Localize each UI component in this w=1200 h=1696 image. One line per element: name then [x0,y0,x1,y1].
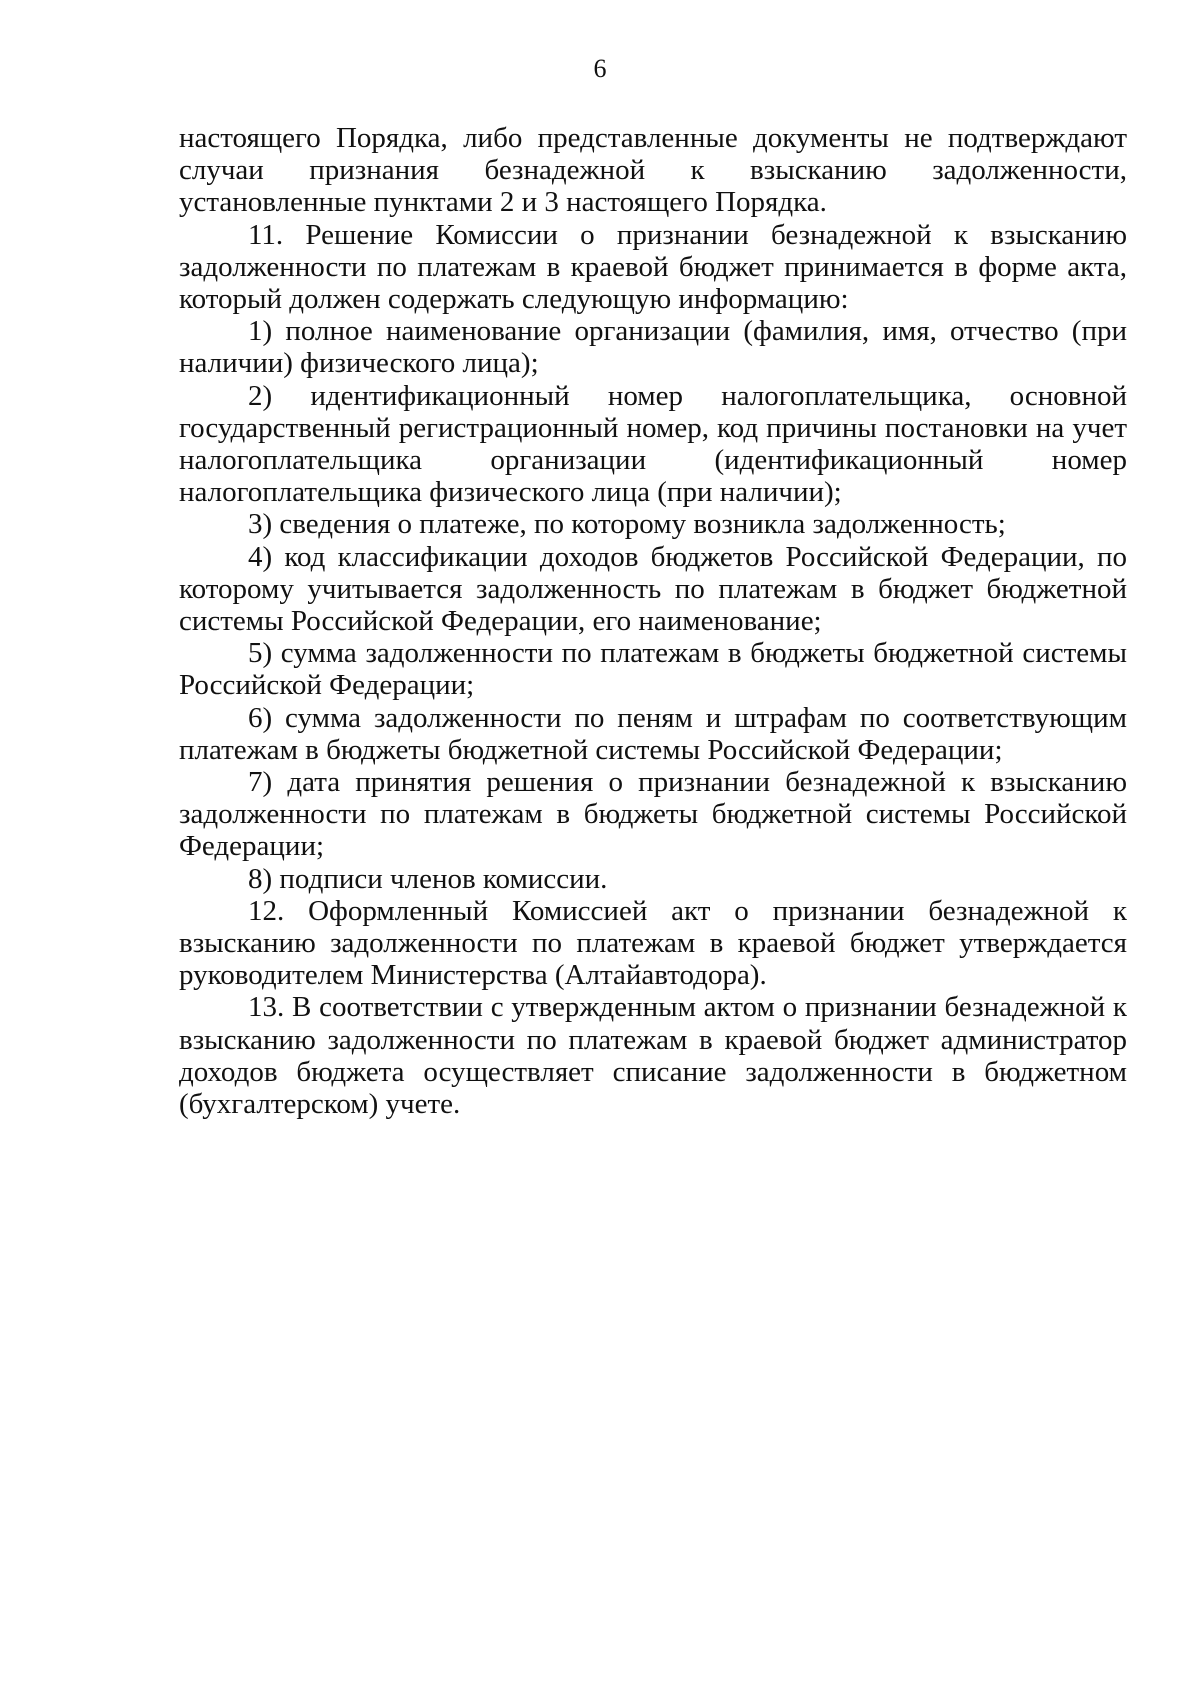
list-item-8: 8) подписи членов комиссии. [248,862,608,895]
list-item-4: 4) код классификации доходов бюджетов Российской Федерации, по которому учитывается задолженность по платежам в бюджет бюджетной системы Российской Федерации, его наименование; [179,540,1127,638]
list-item-6: 6) сумма задолженности по пеням и штрафам по соответствующим платежам в бюджеты бюджетной системы Российской Федерации; [179,701,1127,766]
list-item-5: 5) сумма задолженности по платежам в бюджеты бюджетной системы Российской Федерации; [179,637,1127,702]
paragraph-item-13: 13. В соответствии с утвержденным актом о признании безнадежной к взысканию задолженности по платежам в краевой бюджет администратор доходов бюджета осуществляет списание задолженности в бюджетном (бухгалтерском) учете. [179,991,1127,1121]
list-item-2: 2) идентификационный номер налогоплательщика, основной государственный регистрационный номер, код причины постановки на учет налогоплательщика организации (идентификационный номер налогоплательщика физического лица (при наличии); [179,379,1127,509]
list-item-7: 7) дата принятия решения о признании безнадежной к взысканию задолженности по платежам в бюджеты бюджетной системы Российской Федерации; [179,766,1127,863]
document-body [179,122,1127,1120]
page-number: 6 [593,54,607,83]
paragraph-continuation: настоящего Порядка, либо представленные документы не подтверждают случаи признания безнадежной к взысканию задолженности, установленные пунктами 2 и 3 настоящего Порядка. [179,122,1127,219]
paragraph-item-12: 12. Оформленный Комиссией акт о признании безнадежной к взысканию задолженности по платежам в краевой бюджет утверждается руководителем Министерства (Алтайавтодора). [179,894,1127,992]
list-item-1: 1) полное наименование организации (фамилия, имя, отчество (при наличии) физического лица); [179,315,1127,380]
list-item-3: 3) сведения о платеже, по которому возникла задолженность; [248,508,1006,541]
paragraph-item-11: 11. Решение Комиссии о признании безнадежной к взысканию задолженности по платежам в краевой бюджет принимается в форме акта, который должен содержать следующую информацию: [179,218,1127,316]
